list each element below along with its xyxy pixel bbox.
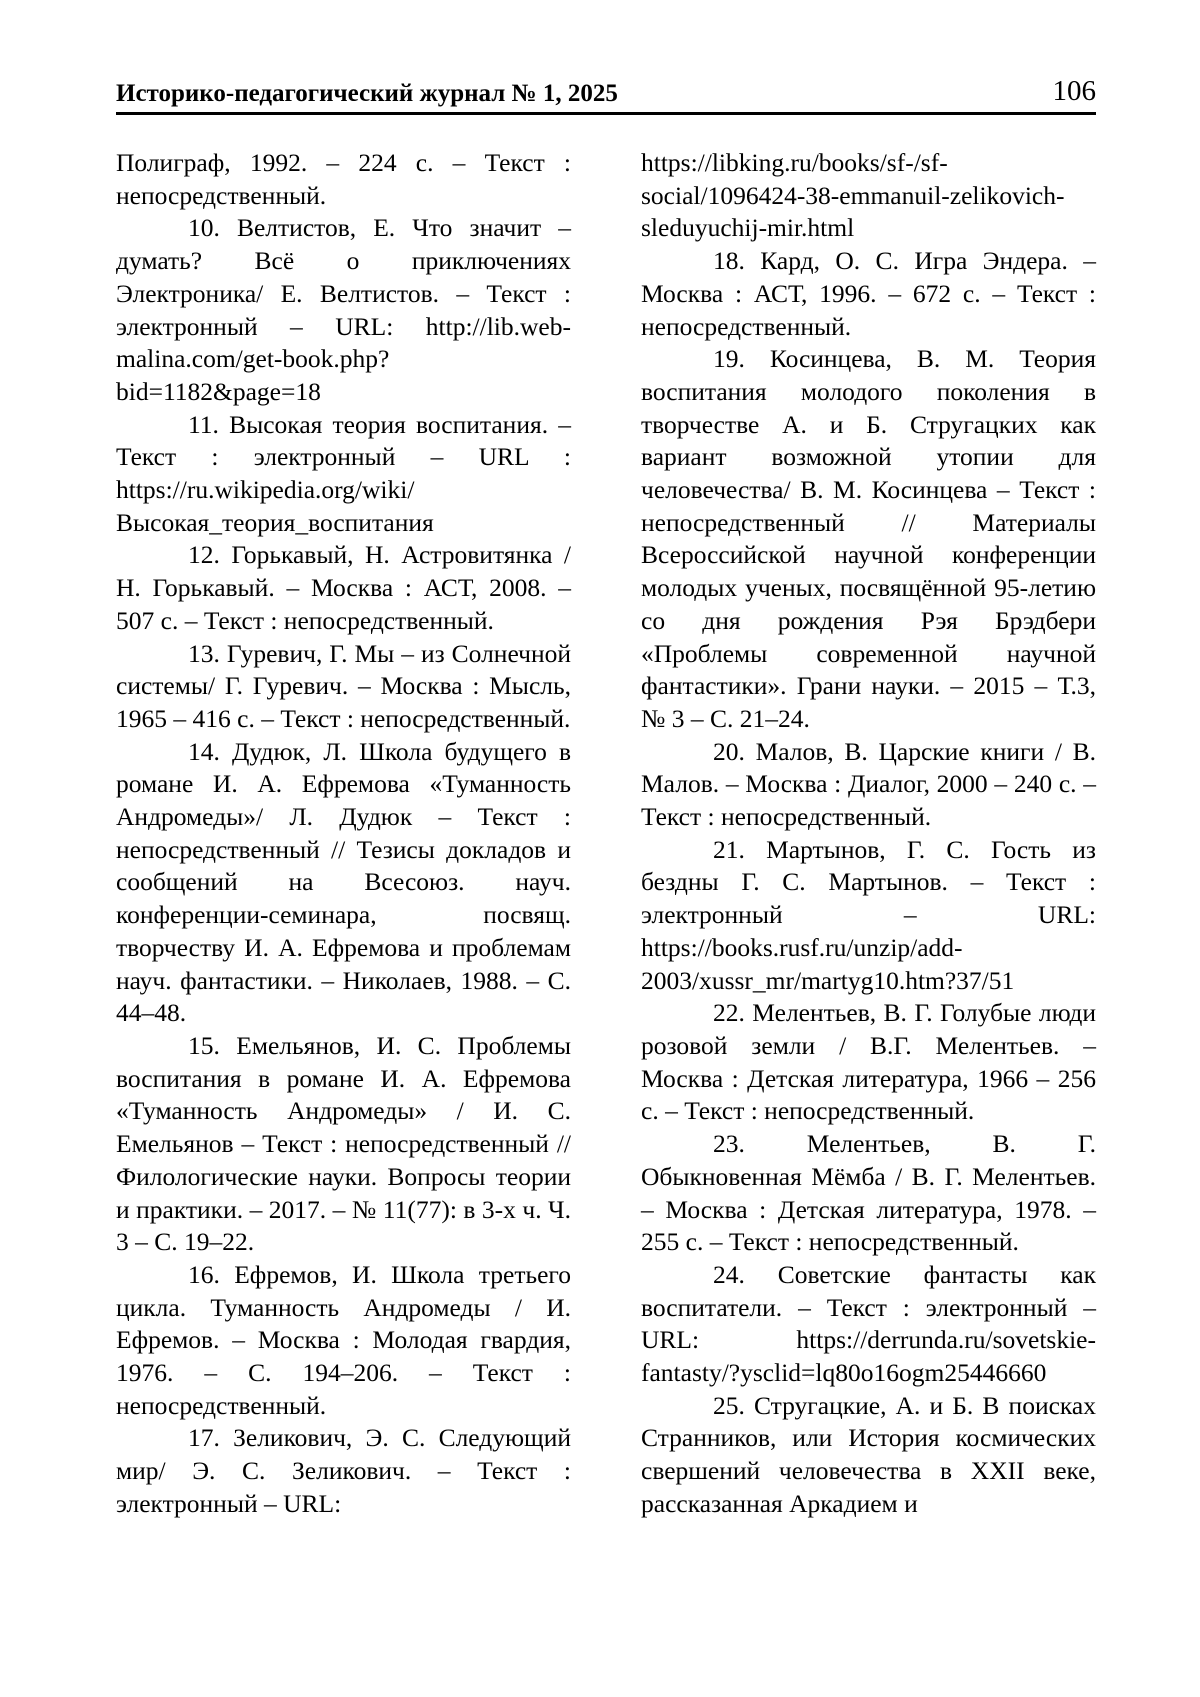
reference-continuation-url: https://libking.ru/books/sf-/sf-social/1096424-38-emmanuil-zelikovich-sleduyuchij-mir.html — [641, 148, 1065, 243]
left-column — [116, 147, 571, 1521]
reference-entry: 19. Косинцева, В. М. Теория воспитания молодого поколения в творчестве А. и Б. Стругацких как вариант возможной утопии для человечества/ В. М. Косинцева – Текст : непосредственный // Материалы Всероссийской научной конференции молодых ученых, посвящённой 95-летию со дня рождения Рэя Брэдбери «Проблемы современной научной фантастики». Грани науки. – 2015 – Т.3, № 3 – С. 21–24. — [641, 344, 1096, 733]
page-number: 106 — [1052, 75, 1096, 107]
reference-entry: 11. Высокая теория воспитания. – Текст : электронный – URL : https://ru.wikipedia.org/wiki/Высокая_теория_воспитания — [116, 409, 571, 537]
journal-title: Историко-педагогический журнал № 1, 2025 — [116, 80, 618, 107]
reference-entry: 10. Велтистов, Е. Что значит – думать? Всё о приключениях Электроника/ Е. Велтистов. – Текст : электронный – URL: http://lib.web-malina.com/get-book.php?bid=1182&page=18 — [116, 213, 571, 406]
right-column — [641, 147, 1096, 1521]
reference-entry: 21. Мартынов, Г. С. Гость из бездны Г. С. Мартынов. – Текст : электронный – URL: https://books.rusf.ru/unzip/add-2003/xussr_mr/martyg10.htm?37/51 — [641, 834, 1096, 995]
reference-entry: 14. Дудюк, Л. Школа будущего в романе И. А. Ефремова «Туманность Андромеды»/ Л. Дудюк – Текст : непосредственный // Тезисы докладов и сообщений на Всесоюз. науч. конференции-семинара, посвящ. творчеству И. А. Ефремова и проблемам науч. фантастики. – Николаев, 1988. – С. 44–48. — [116, 736, 571, 1028]
reference-entry: 25. Стругацкие, А. и Б. В поисках Странников, или История космических свершений человечества в XXII веке, рассказанная Аркадием и — [641, 1390, 1096, 1518]
reference-entry: 23. Мелентьев, В. Г. Обыкновенная Мёмба / В. Г. Мелентьев. – Москва : Детская литература, 1978. – 255 с. – Текст : непосредственный. — [641, 1129, 1096, 1257]
reference-entry: 15. Емельянов, И. С. Проблемы воспитания в романе И. А. Ефремова «Туманность Андромеды» / И. С. Емельянов – Текст : непосредственный // Филологические науки. Вопросы теории и практики. – 2017. – № 11(77): в 3-х ч. Ч. 3 – С. 19–22. — [116, 1030, 571, 1257]
reference-entry: 12. Горькавый, Н. Астровитянка / Н. Горькавый. – Москва : АСТ, 2008. – 507 с. – Текст : непосредственный. — [116, 540, 571, 635]
page-header — [116, 72, 1096, 115]
reference-entry: 20. Малов, В. Царские книги / В. Малов. – Москва : Диалог, 2000 – 240 с. – Текст : непосредственный. — [641, 736, 1096, 832]
reference-entry: 16. Ефремов, И. Школа третьего цикла. Туманность Андромеды / И. Ефремов. – Москва : Молодая гвардия, 1976. – С. 194–206. – Текст : непосредственный. — [116, 1259, 571, 1420]
reference-continuation: Полиграф, 1992. – 224 с. – Текст : непосредственный. — [116, 148, 571, 210]
reference-entry: 13. Гуревич, Г. Мы – из Солнечной системы/ Г. Гуревич. – Москва : Мысль, 1965 – 416 с. – Текст : непосредственный. — [116, 638, 571, 733]
reference-entry: 17. Зеликович, Э. С. Следующий мир/ Э. С. Зеликович. – Текст : электронный – URL: — [116, 1423, 571, 1518]
reference-entry: 24. Советские фантасты как воспитатели. – Текст : электронный – URL: https://derrunda.ru/sovetskie-fantasty/?ysclid=lq80o16ogm25446660 — [641, 1259, 1096, 1388]
reference-entry: 22. Мелентьев, В. Г. Голубые люди розовой земли / В.Г. Мелентьев. – Москва : Детская литература, 1966 – 256 с. – Текст : непосредственный. — [641, 998, 1096, 1126]
reference-entry: 18. Кард, О. С. Игра Эндера. – Москва : АСТ, 1996. – 672 с. – Текст : непосредственный. — [641, 246, 1096, 341]
